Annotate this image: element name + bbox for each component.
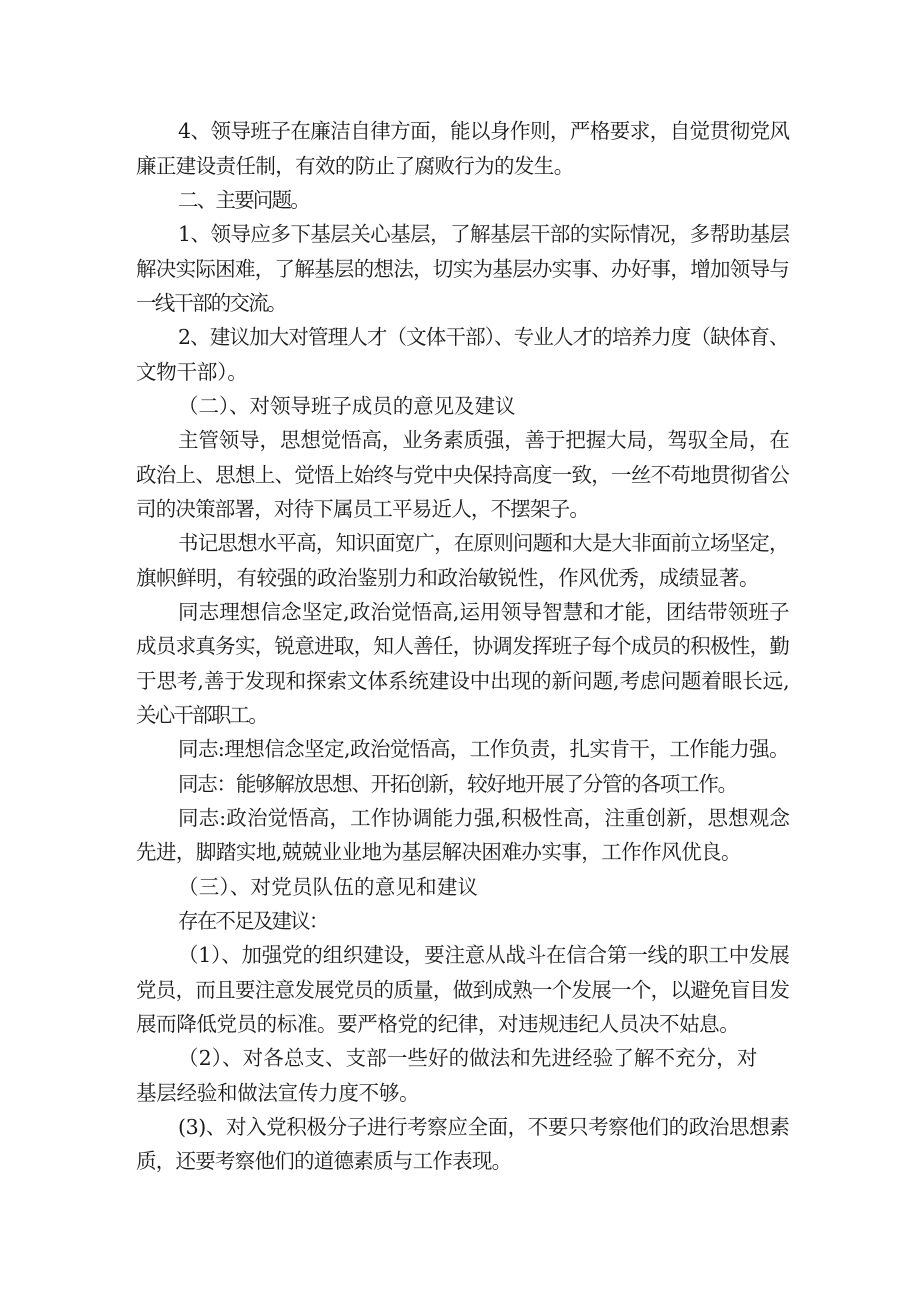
section-heading: （二）、对领导班子成员的意见及建议 — [178, 394, 516, 418]
text-line: 存在不足及建议： — [178, 909, 328, 933]
text-line: 基层经验和做法宣传力度不够。 — [136, 1081, 420, 1105]
section-heading: 二、主要问题。 — [178, 188, 309, 212]
text-line: 文物干部）。 — [136, 360, 248, 384]
text-line: 成员求真务实，锐意进取，知人善任，协调发挥班子每个成员的积极性，勤 — [136, 634, 790, 658]
text-line: 同志：能够解放思想、开拓创新，较好地开展了分管的各项工作。 — [178, 772, 737, 796]
text-line: 关心干部职工。 — [136, 703, 267, 727]
text-line: 4、领导班子在廉洁自律方面，能以身作则，严格要求，自觉贯彻党风 — [178, 119, 790, 143]
text-line: 一线干部的交流。 — [136, 291, 286, 315]
text-line: 展而降低党员的标准。要严格党的纪律，对违规违纪人员决不姑息。 — [136, 1012, 740, 1036]
text-line: 质，还要考察他们的道德素质与工作表现。 — [136, 1149, 512, 1173]
text-line: 先进，脚踏实地,兢兢业业地为基层解决困难办实事，工作作风优良。 — [136, 840, 741, 864]
text-line: 政治上、思想上、觉悟上始终与党中央保持高度一致，一丝不苟地贯彻省公 — [136, 463, 790, 487]
text-line: （2）、对各总支、支部一些好的做法和先进经验了解不充分，对 — [178, 1046, 758, 1070]
text-line: 书记思想水平高，知识面宽广，在原则问题和大是大非面前立场坚定， — [178, 531, 789, 555]
text-line: 主管领导，思想觉悟高，业务素质强，善于把握大局，驾驭全局，在 — [178, 428, 790, 452]
text-line: 党员，而且要注意发展党员的质量，做到成熟一个发展一个，以避免盲目发 — [136, 978, 790, 1002]
text-line: 于思考,善于发现和探索文体系统建设中出现的新问题,考虑问题着眼长远, — [136, 669, 790, 693]
text-line: 司的决策部署，对待下属员工平易近人，不摆架子。 — [136, 497, 590, 521]
text-line: 廉正建设责任制，有效的防止了腐败行为的发生。 — [136, 154, 574, 178]
text-line: 解决实际困难，了解基层的想法，切实为基层办实事、办好事，增加领导与 — [136, 257, 790, 281]
text-line: 同志理想信念坚定,政治觉悟高,运用领导智慧和才能，团结带领班子 — [178, 600, 790, 624]
text-line: 旗帜鲜明，有较强的政治鉴别力和政治敏锐性，作风优秀，成绩显著。 — [136, 566, 760, 590]
text-line: (3)、对入党积极分子进行考察应全面，不要只考察他们的政治思想素 — [178, 1115, 790, 1139]
section-heading: （三）、对党员队伍的意见和建议 — [178, 875, 479, 899]
text-line: 1、领导应多下基层关心基层，了解基层干部的实际情况，多帮助基层 — [178, 222, 790, 246]
text-line: 同志:政治觉悟高，工作协调能力强,积极性高，注重创新，思想观念 — [178, 806, 791, 830]
text-line: 2、建议加大对管理人才（文体干部）、专业人才的培养力度（缺体育、 — [178, 325, 789, 349]
text-line: 同志:理想信念坚定,政治觉悟高，工作负责，扎实肯干，工作能力强。 — [178, 737, 790, 761]
text-line: （1）、加强党的组织建设，要注意从战斗在信合第一线的职工中发展 — [178, 943, 790, 967]
